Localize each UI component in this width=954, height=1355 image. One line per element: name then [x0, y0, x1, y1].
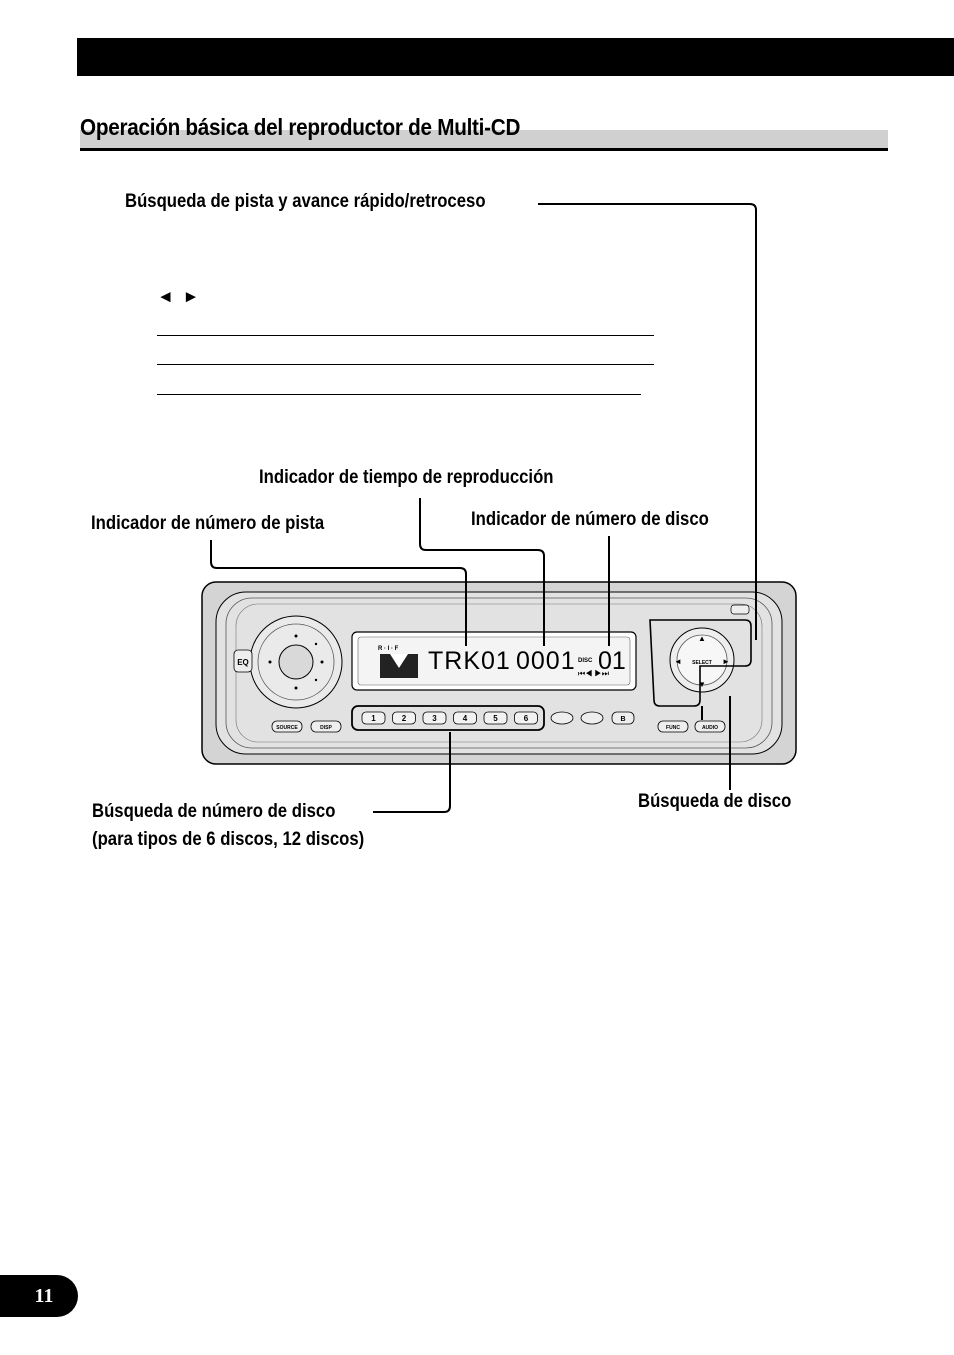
select-button-label: SELECT — [692, 660, 712, 666]
preset-button-label-1: 1 — [371, 714, 376, 723]
page-number: 11 — [0, 1275, 78, 1317]
svg-text:▼: ▼ — [698, 680, 706, 689]
source-button-label: SOURCE — [276, 725, 298, 731]
label-disc-number-search: Búsqueda de número de disco — [92, 801, 336, 822]
label-disc-number-indicator: Indicador de número de disco — [471, 509, 709, 530]
arrow-symbols: ◄ ► — [157, 287, 202, 306]
preset-button-label-3: 3 — [432, 714, 437, 723]
audio-button-label: AUDIO — [701, 725, 719, 731]
label-track-number-indicator: Indicador de número de pista — [91, 513, 325, 534]
eq-button-label: EQ — [237, 658, 249, 667]
disp-button-label: DISP — [320, 725, 332, 731]
preset-button-label-5: 5 — [493, 714, 498, 723]
lcd-disc: 01 — [598, 647, 626, 675]
section-title: Operación básica del reproductor de Multi-CD — [80, 114, 521, 140]
preset-button-label-6: 6 — [523, 714, 529, 723]
preset-button-label-4: 4 — [462, 714, 468, 723]
func-button-label: FUNC — [666, 725, 680, 731]
label-disc-search: Búsqueda de disco — [638, 791, 792, 812]
lcd-time: 0001 — [516, 647, 576, 675]
lcd-disc-label: DISC — [578, 658, 593, 664]
svg-text:⏮◀ ▶⏭: ⏮◀ ▶⏭ — [578, 669, 609, 678]
svg-text:◄: ◄ — [674, 657, 682, 666]
label-play-time-indicator: Indicador de tiempo de reproducción — [259, 467, 554, 488]
svg-text:R · I · F: R · I · F — [378, 646, 399, 652]
svg-text:▲: ▲ — [698, 634, 706, 643]
label-disc-number-search-types: (para tipos de 6 discos, 12 discos) — [92, 829, 365, 850]
preset-button-label-2: 2 — [401, 714, 407, 723]
lcd-track: TRK01 — [428, 647, 511, 675]
band-button-label: B — [620, 716, 626, 723]
svg-text:►: ► — [722, 657, 730, 666]
label-track-search: Búsqueda de pista y avance rápido/retroceso — [125, 191, 486, 212]
